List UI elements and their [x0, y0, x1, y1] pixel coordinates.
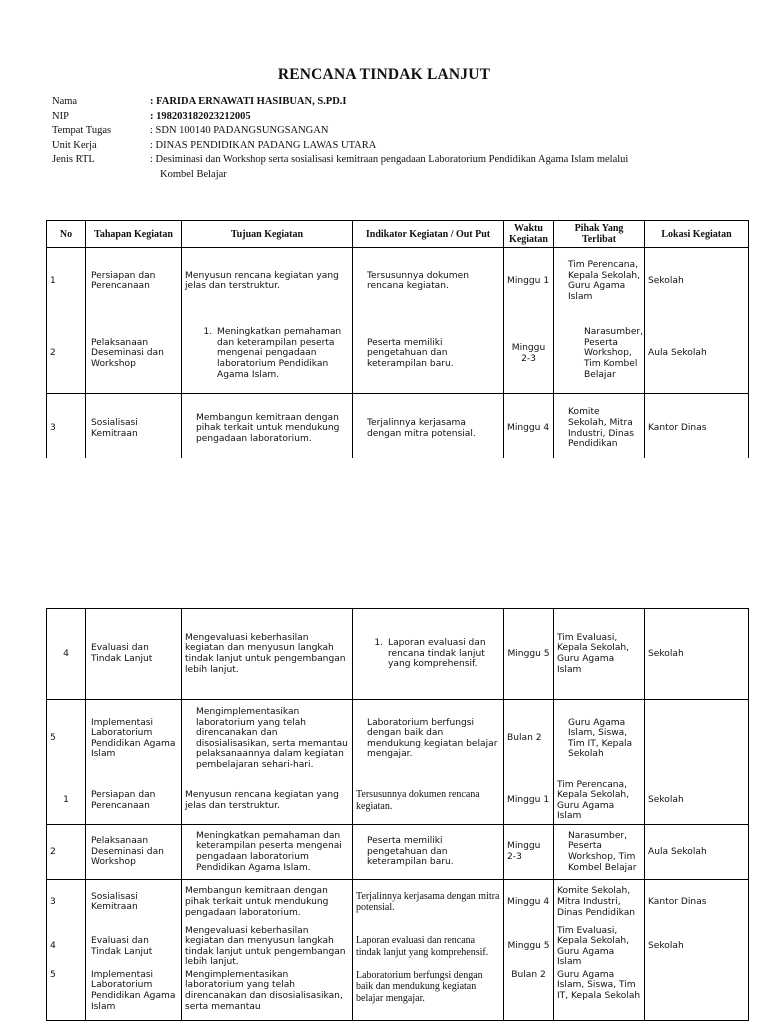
cell-no: 5	[47, 700, 86, 778]
cell-indikator	[353, 609, 504, 700]
cell-indikator: Laporan evaluasi dan rencana tindak lanjut yang komprehensif.	[353, 925, 504, 969]
nip-label: NIP	[52, 110, 69, 122]
info-row-jenis-rtl	[52, 153, 732, 168]
cell-waktu: Minggu 5	[504, 925, 554, 969]
header-waktu: Waktu Kegiatan	[504, 221, 554, 248]
table-row	[47, 825, 749, 880]
cell-pihak: Komite Sekolah, Mitra Industri, Dinas Pendidikan	[554, 394, 645, 459]
cell-indikator: Tersusunnya dokumen rencana kegiatan.	[353, 778, 504, 825]
header-pihak: Pihak Yang Terlibat	[554, 221, 645, 248]
cell-lokasi	[645, 969, 749, 1021]
cell-tahapan: Implementasi Laboratorium Pendidikan Agama Islam	[86, 700, 182, 778]
cell-pihak: Komite Sekolah, Mitra Industri, Dinas Pendidikan	[554, 880, 645, 925]
header-lokasi: Lokasi Kegiatan	[645, 221, 749, 248]
nip-value: : 198203182023212005	[150, 110, 251, 122]
table-row	[47, 969, 749, 1021]
cell-pihak: Tim Evaluasi, Kepala Sekolah, Guru Agama Islam	[554, 609, 645, 700]
table-row	[47, 394, 749, 459]
table-row	[47, 609, 749, 700]
cell-lokasi: Sekolah	[645, 248, 749, 315]
tempat-tugas-label: Tempat Tugas	[52, 125, 112, 137]
cell-waktu: Minggu 2-3	[504, 825, 554, 880]
cell-lokasi: Aula Sekolah	[645, 315, 749, 394]
info-row-nip	[52, 110, 732, 125]
cell-lokasi: Aula Sekolah	[645, 825, 749, 880]
cell-pihak: Guru Agama Islam, Siswa, Tim IT, Kepala Sekolah	[554, 700, 645, 778]
cell-lokasi	[645, 700, 749, 778]
cell-pihak: Tim Perencana, Kepala Sekolah, Guru Agama Islam	[554, 248, 645, 315]
nama-value: : FARIDA ERNAWATI HASIBUAN, S.PD.I	[150, 96, 347, 107]
cell-indikator: Tersusunnya dokumen rencana kegiatan.	[353, 248, 504, 315]
cell-no: 2	[47, 825, 86, 880]
tempat-tugas-value: : SDN 100140 PADANGSUNGSANGAN	[150, 125, 329, 137]
cell-waktu: Minggu 2-3	[504, 315, 554, 394]
cell-tujuan: Menyusun rencana kegiatan yang jelas dan terstruktur.	[182, 248, 353, 315]
cell-lokasi: Kantor Dinas	[645, 880, 749, 925]
cell-tahapan: Pelaksanaan Deseminasi dan Workshop	[86, 315, 182, 394]
cell-no: 5	[47, 969, 86, 1021]
cell-indikator: Peserta memiliki pengetahuan dan keterampilan baru.	[353, 315, 504, 394]
table-row	[47, 880, 749, 925]
cell-no: 2	[47, 315, 86, 394]
header-indikator: Indikator Kegiatan / Out Put	[353, 221, 504, 248]
table-1-clip	[46, 220, 749, 458]
cell-no: 4	[47, 609, 86, 700]
cell-no: 4	[47, 925, 86, 969]
cell-lokasi: Kantor Dinas	[645, 394, 749, 459]
info-row-jenis-rtl-cont	[52, 168, 732, 183]
unit-kerja-label: Unit Kerja	[52, 139, 97, 151]
cell-pihak: Narasumber, Peserta Workshop, Tim Kombel Belajar	[554, 315, 645, 394]
cell-no: 1	[47, 778, 86, 825]
jenis-rtl-value-cont: Kombel Belajar	[160, 168, 227, 180]
unit-kerja-value: : DINAS PENDIDIKAN PADANG LAWAS UTARA	[150, 139, 377, 151]
header-tujuan: Tujuan Kegiatan	[182, 221, 353, 248]
cell-tahapan: Implementasi Laboratorium Pendidikan Agama Islam	[86, 969, 182, 1021]
cell-tujuan: Mengevaluasi keberhasilan kegiatan dan menyusun langkah tindak lanjut untuk pengembangan lebih lanjut.	[182, 609, 353, 700]
cell-pihak: Tim Evaluasi, Kepala Sekolah, Guru Agama Islam	[554, 925, 645, 969]
info-row-nama	[52, 95, 732, 110]
cell-waktu: Minggu 4	[504, 394, 554, 459]
cell-tahapan: Evaluasi dan Tindak Lanjut	[86, 925, 182, 969]
cell-waktu: Minggu 1	[504, 248, 554, 315]
cell-waktu: Bulan 2	[504, 700, 554, 778]
cell-tujuan: Menyusun rencana kegiatan yang jelas dan terstruktur.	[182, 778, 353, 825]
cell-tujuan: Mengimplementasikan laboratorium yang telah direncanakan dan disosialisasikan, serta memantau	[182, 969, 353, 1021]
cell-indikator: Terjalinnya kerjasama dengan mitra potensial.	[353, 880, 504, 925]
table-row	[47, 248, 749, 315]
cell-tahapan: Evaluasi dan Tindak Lanjut	[86, 609, 182, 700]
tujuan-list-item: 1. Meningkatkan pemahaman dan keterampilan peserta mengenai pengadaan laboratorium Pendidikan Agama Islam.	[215, 327, 349, 380]
cell-tahapan: Sosialisasi Kemitraan	[86, 394, 182, 459]
cell-lokasi: Sekolah	[645, 609, 749, 700]
cell-no: 3	[47, 880, 86, 925]
cell-waktu: Minggu 4	[504, 880, 554, 925]
cell-tujuan: Meningkatkan pemahaman dan keterampilan peserta mengenai pengadaan laboratorium Pendidikan Agama Islam.	[182, 825, 353, 880]
table-row	[47, 778, 749, 825]
jenis-rtl-label: Jenis RTL	[52, 154, 95, 166]
cell-waktu: Minggu 5	[504, 609, 554, 700]
identity-block	[52, 95, 732, 183]
cell-indikator: Laboratorium berfungsi dengan baik dan mendukung kegiatan belajar mengajar.	[353, 700, 504, 778]
cell-pihak: Guru Agama Islam, Siswa, Tim IT, Kepala Sekolah	[554, 969, 645, 1021]
cell-pihak: Tim Perencana, Kepala Sekolah, Guru Agama Islam	[554, 778, 645, 825]
cell-tujuan: Membangun kemitraan dengan pihak terkait untuk mendukung pengadaan laboratorium.	[182, 394, 353, 459]
info-row-unit-kerja	[52, 139, 732, 154]
cell-indikator: Peserta memiliki pengetahuan dan keterampilan baru.	[353, 825, 504, 880]
table-row	[47, 925, 749, 969]
cell-indikator: Laboratorium berfungsi dengan baik dan mendukung kegiatan belajar mengajar.	[353, 969, 504, 1021]
header-no: No	[47, 221, 86, 248]
table-row	[47, 315, 749, 394]
cell-no: 3	[47, 394, 86, 459]
header-tahapan: Tahapan Kegiatan	[86, 221, 182, 248]
cell-tahapan: Sosialisasi Kemitraan	[86, 880, 182, 925]
table-header-row	[47, 221, 749, 248]
indikator-list-item: 1. Laporan evaluasi dan rencana tindak lanjut yang komprehensif.	[386, 638, 500, 670]
cell-waktu: Minggu 1	[504, 778, 554, 825]
cell-tahapan: Pelaksanaan Deseminasi dan Workshop	[86, 825, 182, 880]
cell-tujuan: Mengimplementasikan laboratorium yang telah direncanakan dan disosialisasikan, serta memantau pelaksanaannya dalam kegiatan pembelajaran sehari-hari.	[182, 700, 353, 778]
cell-lokasi: Sekolah	[645, 925, 749, 969]
info-row-tempat-tugas	[52, 124, 732, 139]
cell-indikator: Terjalinnya kerjasama dengan mitra potensial.	[353, 394, 504, 459]
cell-tujuan: Mengevaluasi keberhasilan kegiatan dan menyusun langkah tindak lanjut untuk pengembangan lebih lanjut.	[182, 925, 353, 969]
jenis-rtl-value: : Desiminasi dan Workshop serta sosialisasi kemitraan pengadaan Laboratorium Pendidikan Agama Islam melalui	[150, 154, 629, 166]
document-title: RENCANA TINDAK LANJUT	[277, 66, 491, 83]
nama-label: Nama	[52, 96, 78, 107]
cell-tujuan: Membangun kemitraan dengan pihak terkait untuk mendukung pengadaan laboratorium.	[182, 880, 353, 925]
cell-waktu: Bulan 2	[504, 969, 554, 1021]
cell-lokasi: Sekolah	[645, 778, 749, 825]
cell-tahapan: Persiapan dan Perencanaan	[86, 248, 182, 315]
cell-no: 1	[47, 248, 86, 315]
cell-pihak: Narasumber, Peserta Workshop, Tim Kombel Belajar	[554, 825, 645, 880]
cell-tujuan	[182, 315, 353, 394]
cell-tahapan: Persiapan dan Perencanaan	[86, 778, 182, 825]
table-row	[47, 700, 749, 778]
rtl-table-1	[46, 220, 749, 458]
rtl-table-2	[46, 608, 749, 1021]
